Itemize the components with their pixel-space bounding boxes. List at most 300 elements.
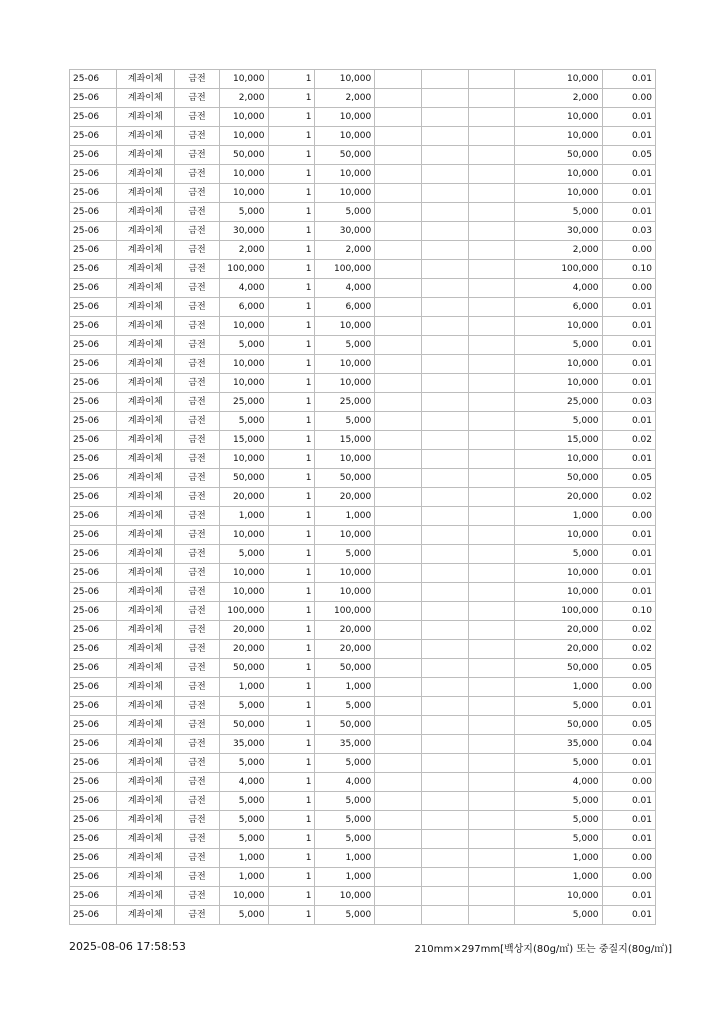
empty-cell: [375, 412, 422, 431]
table-row: [70, 754, 656, 773]
kind-cell: 금전: [174, 526, 220, 545]
amount-cell: 1,000: [220, 868, 268, 887]
empty-cell: [422, 184, 469, 203]
empty-cell: [375, 108, 422, 127]
ratio-cell: 0.01: [602, 830, 655, 849]
total-cell: 50,000: [315, 659, 375, 678]
table-row: [70, 697, 656, 716]
amount-cell: 5,000: [220, 697, 268, 716]
empty-cell: [422, 526, 469, 545]
empty-cell: [469, 716, 515, 735]
quantity-cell: 1: [268, 146, 315, 165]
empty-cell: [469, 754, 515, 773]
ratio-cell: 0.00: [602, 678, 655, 697]
empty-cell: [422, 279, 469, 298]
transfer-type-cell: 계좌이체: [116, 754, 174, 773]
total-cell: 100,000: [315, 602, 375, 621]
transfer-type-cell: 계좌이체: [116, 298, 174, 317]
ratio-cell: 0.05: [602, 659, 655, 678]
sum-cell: 10,000: [515, 165, 603, 184]
amount-cell: 100,000: [220, 260, 268, 279]
empty-cell: [375, 868, 422, 887]
quantity-cell: 1: [268, 887, 315, 906]
table-row: [70, 887, 656, 906]
empty-cell: [422, 754, 469, 773]
empty-cell: [375, 146, 422, 165]
amount-cell: 10,000: [220, 184, 268, 203]
empty-cell: [469, 811, 515, 830]
amount-cell: 15,000: [220, 431, 268, 450]
quantity-cell: 1: [268, 298, 315, 317]
kind-cell: 금전: [174, 849, 220, 868]
empty-cell: [375, 735, 422, 754]
empty-cell: [422, 298, 469, 317]
empty-cell: [375, 450, 422, 469]
sum-cell: 50,000: [515, 659, 603, 678]
empty-cell: [375, 355, 422, 374]
date-cell: 25-06: [70, 602, 117, 621]
empty-cell: [375, 754, 422, 773]
date-cell: 25-06: [70, 906, 117, 925]
ratio-cell: 0.05: [602, 146, 655, 165]
date-cell: 25-06: [70, 564, 117, 583]
table-row: [70, 184, 656, 203]
quantity-cell: 1: [268, 450, 315, 469]
quantity-cell: 1: [268, 640, 315, 659]
empty-cell: [469, 583, 515, 602]
date-cell: 25-06: [70, 716, 117, 735]
sum-cell: 10,000: [515, 450, 603, 469]
sum-cell: 5,000: [515, 203, 603, 222]
ratio-cell: 0.01: [602, 412, 655, 431]
quantity-cell: 1: [268, 222, 315, 241]
sum-cell: 100,000: [515, 602, 603, 621]
transfer-type-cell: 계좌이체: [116, 811, 174, 830]
transfer-type-cell: 계좌이체: [116, 279, 174, 298]
empty-cell: [375, 621, 422, 640]
empty-cell: [422, 735, 469, 754]
kind-cell: 금전: [174, 830, 220, 849]
empty-cell: [469, 203, 515, 222]
kind-cell: 금전: [174, 906, 220, 925]
empty-cell: [469, 298, 515, 317]
table-row: [70, 108, 656, 127]
transfer-type-cell: 계좌이체: [116, 868, 174, 887]
kind-cell: 금전: [174, 184, 220, 203]
empty-cell: [422, 412, 469, 431]
empty-cell: [469, 450, 515, 469]
table-row: [70, 203, 656, 222]
amount-cell: 10,000: [220, 526, 268, 545]
empty-cell: [422, 792, 469, 811]
table-row: [70, 488, 656, 507]
quantity-cell: 1: [268, 754, 315, 773]
transfer-type-cell: 계좌이체: [116, 906, 174, 925]
sum-cell: 2,000: [515, 241, 603, 260]
date-cell: 25-06: [70, 507, 117, 526]
kind-cell: 금전: [174, 108, 220, 127]
kind-cell: 금전: [174, 507, 220, 526]
total-cell: 20,000: [315, 640, 375, 659]
ratio-cell: 0.01: [602, 127, 655, 146]
empty-cell: [422, 564, 469, 583]
empty-cell: [469, 165, 515, 184]
empty-cell: [375, 488, 422, 507]
ratio-cell: 0.00: [602, 773, 655, 792]
transfer-type-cell: 계좌이체: [116, 70, 174, 89]
sum-cell: 2,000: [515, 89, 603, 108]
transfer-type-cell: 계좌이체: [116, 393, 174, 412]
transfer-type-cell: 계좌이체: [116, 602, 174, 621]
date-cell: 25-06: [70, 830, 117, 849]
amount-cell: 100,000: [220, 602, 268, 621]
total-cell: 10,000: [315, 564, 375, 583]
quantity-cell: 1: [268, 564, 315, 583]
kind-cell: 금전: [174, 317, 220, 336]
kind-cell: 금전: [174, 792, 220, 811]
empty-cell: [422, 108, 469, 127]
total-cell: 5,000: [315, 545, 375, 564]
empty-cell: [375, 640, 422, 659]
table-row: [70, 602, 656, 621]
empty-cell: [422, 203, 469, 222]
empty-cell: [422, 450, 469, 469]
table-row: [70, 279, 656, 298]
kind-cell: 금전: [174, 146, 220, 165]
ratio-cell: 0.01: [602, 108, 655, 127]
amount-cell: 5,000: [220, 203, 268, 222]
total-cell: 20,000: [315, 488, 375, 507]
total-cell: 5,000: [315, 203, 375, 222]
sum-cell: 10,000: [515, 184, 603, 203]
kind-cell: 금전: [174, 279, 220, 298]
empty-cell: [422, 887, 469, 906]
empty-cell: [469, 127, 515, 146]
kind-cell: 금전: [174, 450, 220, 469]
amount-cell: 2,000: [220, 89, 268, 108]
ratio-cell: 0.04: [602, 735, 655, 754]
table-row: [70, 222, 656, 241]
quantity-cell: 1: [268, 469, 315, 488]
total-cell: 15,000: [315, 431, 375, 450]
date-cell: 25-06: [70, 621, 117, 640]
transfer-type-cell: 계좌이체: [116, 108, 174, 127]
kind-cell: 금전: [174, 545, 220, 564]
table-row: [70, 659, 656, 678]
transfer-type-cell: 계좌이체: [116, 450, 174, 469]
sum-cell: 5,000: [515, 697, 603, 716]
sum-cell: 10,000: [515, 583, 603, 602]
total-cell: 10,000: [315, 355, 375, 374]
amount-cell: 30,000: [220, 222, 268, 241]
quantity-cell: 1: [268, 89, 315, 108]
kind-cell: 금전: [174, 659, 220, 678]
empty-cell: [375, 526, 422, 545]
amount-cell: 10,000: [220, 887, 268, 906]
total-cell: 10,000: [315, 583, 375, 602]
total-cell: 5,000: [315, 336, 375, 355]
ratio-cell: 0.01: [602, 526, 655, 545]
total-cell: 2,000: [315, 89, 375, 108]
sum-cell: 10,000: [515, 317, 603, 336]
empty-cell: [469, 336, 515, 355]
total-cell: 10,000: [315, 108, 375, 127]
sum-cell: 4,000: [515, 279, 603, 298]
empty-cell: [422, 545, 469, 564]
ratio-cell: 0.03: [602, 222, 655, 241]
quantity-cell: 1: [268, 773, 315, 792]
amount-cell: 1,000: [220, 849, 268, 868]
transfer-type-cell: 계좌이체: [116, 203, 174, 222]
quantity-cell: 1: [268, 165, 315, 184]
ratio-cell: 0.01: [602, 165, 655, 184]
amount-cell: 25,000: [220, 393, 268, 412]
quantity-cell: 1: [268, 431, 315, 450]
empty-cell: [422, 165, 469, 184]
date-cell: 25-06: [70, 317, 117, 336]
empty-cell: [469, 640, 515, 659]
kind-cell: 금전: [174, 203, 220, 222]
sum-cell: 5,000: [515, 754, 603, 773]
kind-cell: 금전: [174, 374, 220, 393]
table-row: [70, 792, 656, 811]
total-cell: 5,000: [315, 811, 375, 830]
sum-cell: 1,000: [515, 507, 603, 526]
sum-cell: 10,000: [515, 564, 603, 583]
sum-cell: 30,000: [515, 222, 603, 241]
empty-cell: [469, 526, 515, 545]
sum-cell: 25,000: [515, 393, 603, 412]
ratio-cell: 0.01: [602, 811, 655, 830]
kind-cell: 금전: [174, 868, 220, 887]
date-cell: 25-06: [70, 203, 117, 222]
empty-cell: [375, 431, 422, 450]
ratio-cell: 0.00: [602, 849, 655, 868]
date-cell: 25-06: [70, 70, 117, 89]
date-cell: 25-06: [70, 735, 117, 754]
quantity-cell: 1: [268, 336, 315, 355]
table-row: [70, 621, 656, 640]
table-row: [70, 336, 656, 355]
transfer-type-cell: 계좌이체: [116, 374, 174, 393]
transfer-type-cell: 계좌이체: [116, 412, 174, 431]
empty-cell: [469, 830, 515, 849]
ratio-cell: 0.01: [602, 298, 655, 317]
amount-cell: 5,000: [220, 830, 268, 849]
empty-cell: [469, 887, 515, 906]
empty-cell: [469, 507, 515, 526]
empty-cell: [375, 849, 422, 868]
empty-cell: [469, 488, 515, 507]
table-row: [70, 393, 656, 412]
sum-cell: 50,000: [515, 716, 603, 735]
quantity-cell: 1: [268, 374, 315, 393]
date-cell: 25-06: [70, 165, 117, 184]
total-cell: 50,000: [315, 716, 375, 735]
transfer-type-cell: 계좌이체: [116, 488, 174, 507]
date-cell: 25-06: [70, 374, 117, 393]
transfer-type-cell: 계좌이체: [116, 640, 174, 659]
empty-cell: [469, 412, 515, 431]
kind-cell: 금전: [174, 222, 220, 241]
date-cell: 25-06: [70, 393, 117, 412]
transfer-type-cell: 계좌이체: [116, 849, 174, 868]
empty-cell: [375, 602, 422, 621]
date-cell: 25-06: [70, 336, 117, 355]
table-row: [70, 564, 656, 583]
empty-cell: [469, 184, 515, 203]
transfer-type-cell: 계좌이체: [116, 336, 174, 355]
kind-cell: 금전: [174, 811, 220, 830]
date-cell: 25-06: [70, 108, 117, 127]
date-cell: 25-06: [70, 697, 117, 716]
quantity-cell: 1: [268, 488, 315, 507]
quantity-cell: 1: [268, 507, 315, 526]
quantity-cell: 1: [268, 868, 315, 887]
sum-cell: 4,000: [515, 773, 603, 792]
transfer-type-cell: 계좌이체: [116, 678, 174, 697]
empty-cell: [375, 203, 422, 222]
total-cell: 1,000: [315, 868, 375, 887]
kind-cell: 금전: [174, 355, 220, 374]
total-cell: 5,000: [315, 754, 375, 773]
date-cell: 25-06: [70, 450, 117, 469]
transfer-type-cell: 계좌이체: [116, 545, 174, 564]
kind-cell: 금전: [174, 735, 220, 754]
date-cell: 25-06: [70, 241, 117, 260]
date-cell: 25-06: [70, 431, 117, 450]
kind-cell: 금전: [174, 89, 220, 108]
amount-cell: 10,000: [220, 127, 268, 146]
empty-cell: [422, 507, 469, 526]
sum-cell: 20,000: [515, 621, 603, 640]
transfer-type-cell: 계좌이체: [116, 507, 174, 526]
donation-ledger-table: [69, 69, 656, 925]
transfer-type-cell: 계좌이체: [116, 89, 174, 108]
transfer-type-cell: 계좌이체: [116, 564, 174, 583]
total-cell: 10,000: [315, 317, 375, 336]
kind-cell: 금전: [174, 393, 220, 412]
empty-cell: [469, 735, 515, 754]
sum-cell: 1,000: [515, 678, 603, 697]
ratio-cell: 0.00: [602, 89, 655, 108]
total-cell: 4,000: [315, 279, 375, 298]
total-cell: 5,000: [315, 830, 375, 849]
table-row: [70, 355, 656, 374]
ratio-cell: 0.02: [602, 431, 655, 450]
transfer-type-cell: 계좌이체: [116, 355, 174, 374]
date-cell: 25-06: [70, 773, 117, 792]
quantity-cell: 1: [268, 108, 315, 127]
amount-cell: 10,000: [220, 108, 268, 127]
empty-cell: [375, 393, 422, 412]
kind-cell: 금전: [174, 773, 220, 792]
kind-cell: 금전: [174, 165, 220, 184]
empty-cell: [375, 507, 422, 526]
amount-cell: 2,000: [220, 241, 268, 260]
empty-cell: [375, 906, 422, 925]
total-cell: 100,000: [315, 260, 375, 279]
total-cell: 35,000: [315, 735, 375, 754]
empty-cell: [375, 659, 422, 678]
date-cell: 25-06: [70, 659, 117, 678]
quantity-cell: 1: [268, 697, 315, 716]
sum-cell: 10,000: [515, 526, 603, 545]
empty-cell: [422, 716, 469, 735]
empty-cell: [375, 298, 422, 317]
date-cell: 25-06: [70, 868, 117, 887]
kind-cell: 금전: [174, 887, 220, 906]
empty-cell: [375, 545, 422, 564]
date-cell: 25-06: [70, 583, 117, 602]
empty-cell: [469, 393, 515, 412]
empty-cell: [422, 640, 469, 659]
kind-cell: 금전: [174, 70, 220, 89]
empty-cell: [469, 792, 515, 811]
total-cell: 10,000: [315, 450, 375, 469]
sum-cell: 10,000: [515, 70, 603, 89]
transfer-type-cell: 계좌이체: [116, 735, 174, 754]
quantity-cell: 1: [268, 70, 315, 89]
empty-cell: [469, 469, 515, 488]
amount-cell: 10,000: [220, 583, 268, 602]
quantity-cell: 1: [268, 412, 315, 431]
ratio-cell: 0.01: [602, 906, 655, 925]
quantity-cell: 1: [268, 678, 315, 697]
empty-cell: [375, 127, 422, 146]
empty-cell: [375, 336, 422, 355]
total-cell: 10,000: [315, 526, 375, 545]
amount-cell: 10,000: [220, 450, 268, 469]
amount-cell: 20,000: [220, 640, 268, 659]
empty-cell: [375, 792, 422, 811]
sum-cell: 5,000: [515, 412, 603, 431]
transfer-type-cell: 계좌이체: [116, 526, 174, 545]
empty-cell: [422, 317, 469, 336]
date-cell: 25-06: [70, 127, 117, 146]
ledger-body: [70, 70, 656, 925]
table-row: [70, 127, 656, 146]
table-row: [70, 849, 656, 868]
table-row: [70, 773, 656, 792]
empty-cell: [375, 317, 422, 336]
table-row: [70, 89, 656, 108]
empty-cell: [375, 564, 422, 583]
sum-cell: 50,000: [515, 146, 603, 165]
empty-cell: [375, 279, 422, 298]
table-row: [70, 431, 656, 450]
ratio-cell: 0.00: [602, 279, 655, 298]
empty-cell: [469, 431, 515, 450]
table-row: [70, 298, 656, 317]
sum-cell: 15,000: [515, 431, 603, 450]
transfer-type-cell: 계좌이체: [116, 431, 174, 450]
empty-cell: [422, 830, 469, 849]
sum-cell: 5,000: [515, 811, 603, 830]
ratio-cell: 0.01: [602, 317, 655, 336]
kind-cell: 금전: [174, 602, 220, 621]
total-cell: 50,000: [315, 146, 375, 165]
transfer-type-cell: 계좌이체: [116, 830, 174, 849]
total-cell: 5,000: [315, 906, 375, 925]
sum-cell: 5,000: [515, 792, 603, 811]
empty-cell: [422, 488, 469, 507]
empty-cell: [375, 887, 422, 906]
empty-cell: [422, 241, 469, 260]
date-cell: 25-06: [70, 260, 117, 279]
empty-cell: [422, 678, 469, 697]
empty-cell: [469, 70, 515, 89]
